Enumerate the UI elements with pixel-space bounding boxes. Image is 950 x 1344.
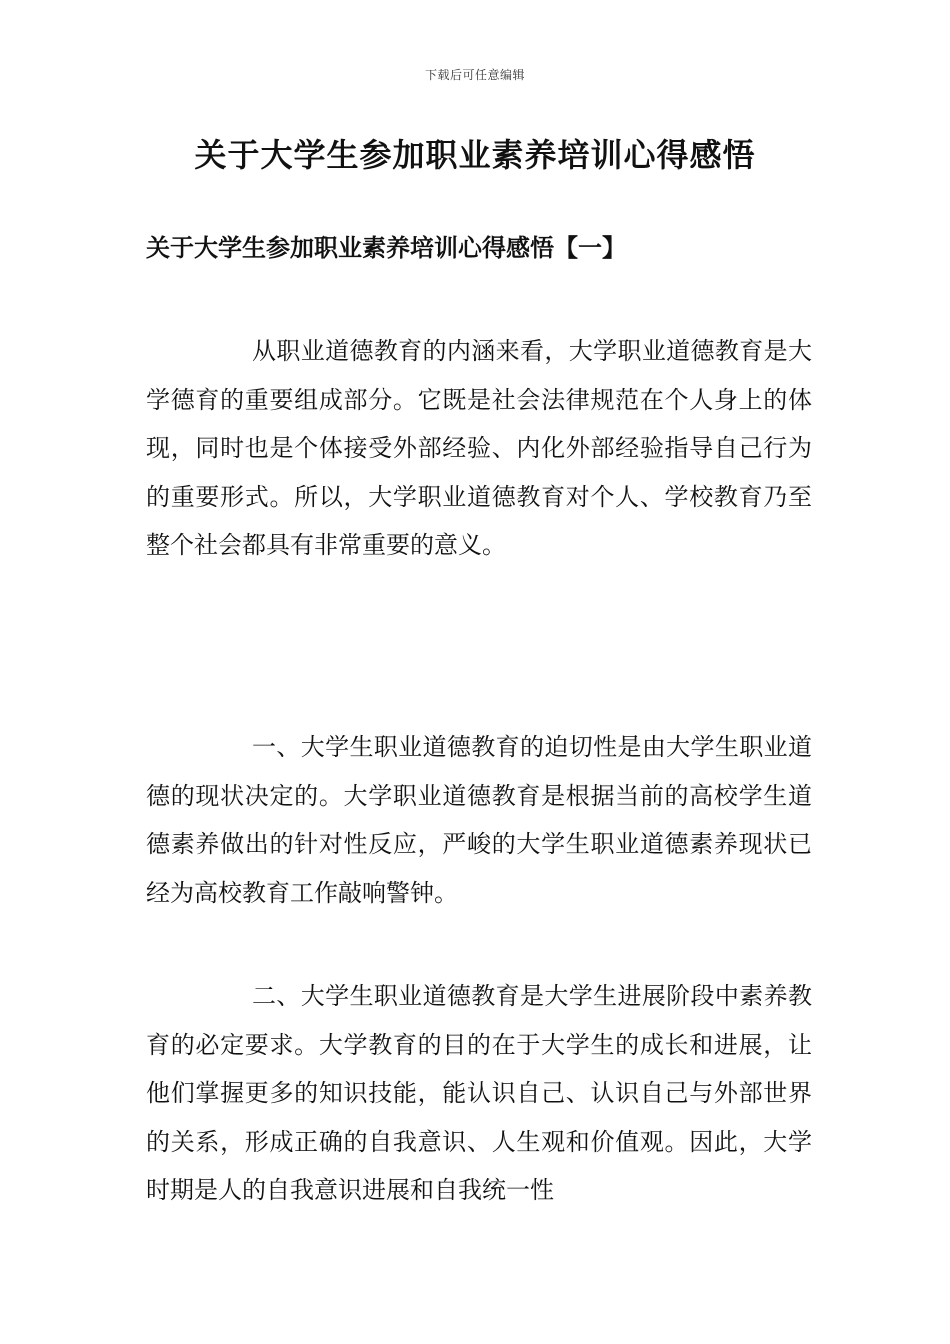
paragraph-intro: 从职业道德教育的内涵来看，大学职业道德教育是大学德育的重要组成部分。它既是社会法律规范在个人身上的体现，同时也是个体接受外部经验、内化外部经验指导自己行为的重要形式。所以，大学职业道德教育对个人、学校教育乃至整个社会都具有非常重要的意义。 bbox=[146, 337, 812, 560]
paragraph-point-one: 一、大学生职业道德教育的迫切性是由大学生职业道德的现状决定的。大学职业道德教育是根据当前的高校学生道德素养做出的针对性反应，严峻的大学生职业道德素养现状已经为高校教育工作敲响警钟。 bbox=[146, 733, 812, 907]
section-heading: 关于大学生参加职业素养培训心得感悟【一】 bbox=[146, 233, 626, 262]
header-note: 下载后可任意编辑 bbox=[424, 68, 525, 82]
paragraph-point-two: 二、大学生职业道德教育是大学生进展阶段中素养教育的必定要求。大学教育的目的在于大学生的成长和进展，让他们掌握更多的知识技能，能认识自己、认识自己与外部世界的关系，形成正确的自我意识、人生观和价值观。因此，大学时期是人的自我意识进展和自我统一性 bbox=[146, 982, 812, 1205]
document-title: 关于大学生参加职业素养培训心得感悟 bbox=[194, 136, 756, 174]
